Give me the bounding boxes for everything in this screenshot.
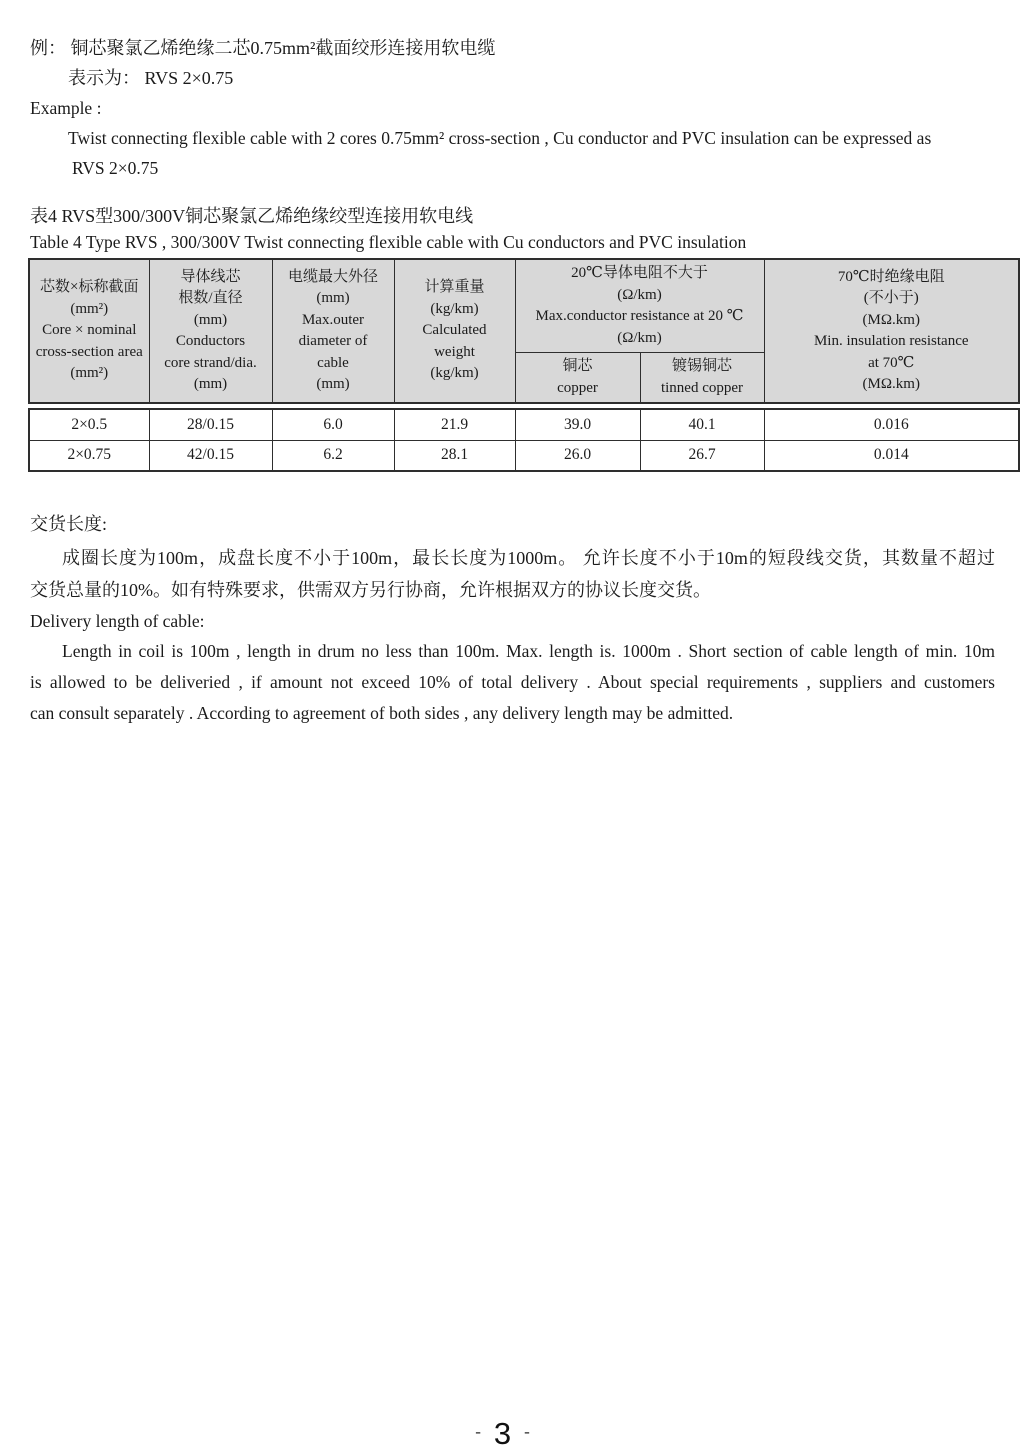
cell-weight: 21.9 bbox=[394, 409, 515, 440]
cell-insulation: 0.016 bbox=[764, 409, 1019, 440]
table-title-en: Table 4 Type RVS , 300/300V Twist connecting flexible cable with Cu conductors and PVC insulation bbox=[30, 232, 747, 252]
spec-table-header bbox=[28, 258, 1020, 404]
page-number: 3 bbox=[493, 1416, 512, 1451]
cell-tinned: 40.1 bbox=[640, 409, 764, 440]
cell-copper: 39.0 bbox=[515, 409, 640, 440]
spec-table-body bbox=[28, 408, 1020, 472]
example-en-line1: Twist connecting flexible cable with 2 cores 0.75mm² cross-section , Cu conductor and PVC insulation can be expressed as bbox=[68, 128, 932, 148]
example-cn-line: 例： 铜芯聚氯乙烯绝缘二芯0.75mm²截面绞形连接用软电缆 bbox=[30, 38, 496, 58]
delivery-cn-line2: 交货总量的10%。如有特殊要求，供需双方另行协商，允许根据双方的协议长度交货。 bbox=[30, 580, 711, 600]
header-row-main bbox=[29, 259, 1019, 353]
cell-max-outer: 6.0 bbox=[272, 409, 394, 440]
header-copper: 铜芯 copper bbox=[515, 353, 640, 404]
cell-conductors: 42/0.15 bbox=[149, 440, 272, 471]
delivery-en-line2: is allowed to be deliveried , if amount not exceed 10% of total delivery . About special requirements , suppliers and customers bbox=[30, 672, 995, 692]
cell-core-area: 2×0.5 bbox=[29, 409, 149, 440]
header-tinned-copper: 镀锡铜芯 tinned copper bbox=[640, 353, 764, 404]
delivery-en-heading: Delivery length of cable: bbox=[30, 611, 205, 631]
cell-max-outer: 6.2 bbox=[272, 440, 394, 471]
example-en-line2: RVS 2×0.75 bbox=[72, 158, 159, 178]
delivery-en-line1: Length in coil is 100m , length in drum no less than 100m. Max. length is. 1000m . Short section of cable length of min. 10m bbox=[62, 641, 995, 661]
cell-insulation: 0.014 bbox=[764, 440, 1019, 471]
cell-conductors: 28/0.15 bbox=[149, 409, 272, 440]
delivery-cn-line1: 成圈长度为100m，成盘长度不小于100m，最长长度为1000m。 允许长度不小于10m的短段线交货，其数量不超过 bbox=[62, 548, 995, 568]
header-conductors: 导体线芯 根数/直径 (mm) Conductors core strand/dia. (mm) bbox=[149, 259, 272, 403]
table-title-cn: 表4 RVS型300/300V铜芯聚氯乙烯绝缘绞型连接用软电线 bbox=[30, 206, 474, 226]
table-row bbox=[29, 440, 1019, 471]
cell-copper: 26.0 bbox=[515, 440, 640, 471]
cell-tinned: 26.7 bbox=[640, 440, 764, 471]
header-calculated-weight: 计算重量 (kg/km) Calculated weight (kg/km) bbox=[394, 259, 515, 403]
delivery-en-line3: can consult separately . According to agreement of both sides , any delivery length may be admitted. bbox=[30, 703, 734, 723]
spec-table bbox=[28, 258, 1018, 472]
footer-dash-left: - bbox=[475, 1422, 481, 1441]
header-resistance-group: 20℃导体电阻不大于 (Ω/km) Max.conductor resistance at 20 ℃ (Ω/km) bbox=[515, 259, 764, 353]
table-row bbox=[29, 409, 1019, 440]
delivery-cn-heading: 交货长度: bbox=[30, 514, 108, 534]
header-max-outer-diameter: 电缆最大外径 (mm) Max.outer diameter of cable (mm) bbox=[272, 259, 394, 403]
footer-dash-right: - bbox=[524, 1422, 530, 1441]
header-core-area: 芯数×标称截面 (mm²) Core × nominal cross-section area (mm²) bbox=[29, 259, 149, 403]
header-insulation-resistance: 70℃时绝缘电阻 (不小于) (MΩ.km) Min. insulation resistance at 70℃ (MΩ.km) bbox=[764, 259, 1019, 403]
page-footer bbox=[0, 1416, 1005, 1452]
cell-core-area: 2×0.75 bbox=[29, 440, 149, 471]
example-cn-expressed: 表示为： RVS 2×0.75 bbox=[68, 68, 234, 88]
cell-weight: 28.1 bbox=[394, 440, 515, 471]
example-en-label: Example : bbox=[30, 98, 102, 118]
